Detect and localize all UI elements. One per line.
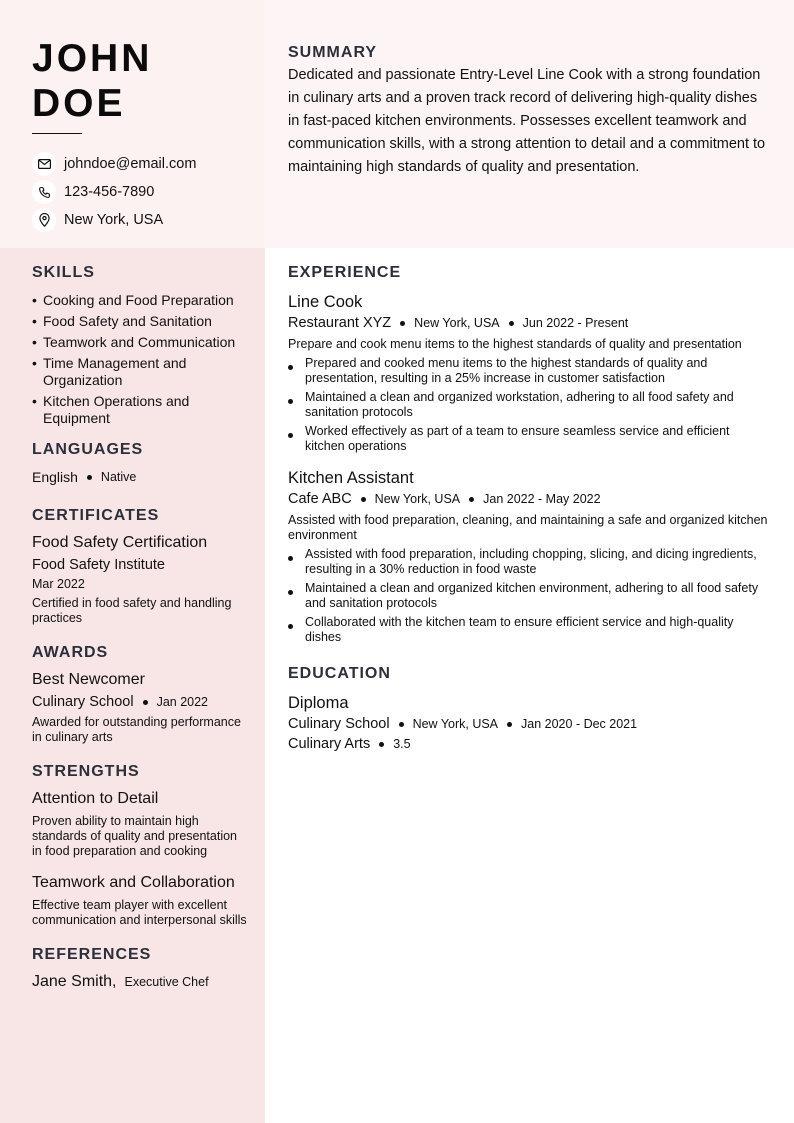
- job-location: New York, USA: [374, 492, 461, 506]
- job-meta: [288, 315, 768, 331]
- education-degree: Diploma: [288, 694, 349, 712]
- contact-phone[interactable]: [32, 178, 196, 206]
- job-bullets: [288, 356, 768, 454]
- language-item: [32, 469, 247, 485]
- name-divider: [32, 133, 82, 134]
- education-meta: [288, 716, 768, 732]
- certificate-desc: Certified in food safety and handling practices: [32, 596, 232, 625]
- education-heading: EDUCATION: [288, 665, 391, 682]
- strength-name: Attention to Detail: [32, 790, 159, 807]
- skill-item: • Kitchen Operations and Equipment: [32, 393, 190, 426]
- separator-dot: [507, 722, 512, 727]
- job-org: Restaurant XYZ: [288, 315, 392, 331]
- award-desc: Awarded for outstanding performance in culinary arts: [32, 715, 241, 744]
- skills-heading: SKILLS: [32, 264, 95, 281]
- languages-heading: LANGUAGES: [32, 441, 144, 458]
- skills-list: [32, 292, 247, 427]
- last-name: DOE: [32, 82, 126, 125]
- job-dates: Jun 2022 - Present: [522, 316, 629, 330]
- separator-dot: [399, 722, 404, 727]
- skill-item: • Teamwork and Communication: [32, 334, 236, 350]
- skill-item: • Time Management and Organization: [32, 355, 187, 388]
- certificate-issuer: Food Safety Institute: [32, 557, 165, 573]
- separator-dot: [361, 497, 366, 502]
- award-name: Best Newcomer: [32, 671, 145, 688]
- reference-item: [32, 972, 247, 992]
- job-title: Kitchen Assistant: [288, 469, 414, 487]
- certificates-section: [32, 507, 247, 626]
- strengths-heading: STRENGTHS: [32, 763, 140, 780]
- reference-name: Jane Smith,: [32, 973, 117, 990]
- contact-list: [32, 150, 196, 234]
- separator-dot: [509, 321, 514, 326]
- references-section: [32, 946, 247, 992]
- bullet-item: Prepared and cooked menu items to the highest standards of quality and presentation, resulting in a 25% increase in customer satisfaction: [288, 356, 768, 386]
- education-field-row: [288, 736, 768, 752]
- job-desc: Assisted with food preparation, cleaning, and maintaining a safe and organized kitchen environment: [288, 513, 768, 542]
- contact-email[interactable]: [32, 150, 196, 178]
- separator-dot: [143, 700, 148, 705]
- location-text: New York, USA: [64, 212, 164, 228]
- education-entry: [288, 693, 768, 752]
- education-location: New York, USA: [412, 717, 499, 731]
- education-school: Culinary School: [288, 716, 390, 732]
- separator-dot: [379, 742, 384, 747]
- education-dates: Jan 2020 - Dec 2021: [521, 717, 638, 731]
- sidebar-content: [32, 264, 247, 992]
- skill-item: • Food Safety and Sanitation: [32, 313, 212, 329]
- job-dates: Jan 2022 - May 2022: [483, 492, 601, 506]
- job-desc: Prepare and cook menu items to the highest standards of quality and presentation: [288, 337, 742, 351]
- job-location: New York, USA: [414, 316, 500, 330]
- award-meta: [32, 694, 247, 710]
- certificate-date: Mar 2022: [32, 577, 85, 591]
- phone-text: 123-456-7890: [64, 184, 155, 200]
- location-pin-icon: [32, 208, 56, 232]
- candidate-name: [32, 36, 152, 126]
- strength-desc: Effective team player with excellent communication and interpersonal skills: [32, 898, 247, 927]
- certificate-name: Food Safety Certification: [32, 534, 208, 551]
- bullet-item: Maintained a clean and organized workstation, adhering to all food safety and sanitation protocols: [288, 390, 768, 420]
- language-level: Native: [100, 470, 137, 484]
- bullet-item: Assisted with food preparation, including chopping, slicing, and dicing ingredients, resulting in a 30% reduction in food waste: [288, 547, 768, 577]
- summary-section: [288, 44, 770, 179]
- strength-desc: Proven ability to maintain high standards of quality and presentation in food preparation and cooking: [32, 814, 237, 858]
- job-bullets: [288, 547, 768, 645]
- bullet-item: Collaborated with the kitchen team to ensure efficient service and high-quality dishes: [288, 615, 768, 645]
- experience-heading: EXPERIENCE: [288, 264, 402, 281]
- job-meta: [288, 491, 768, 507]
- job-entry: [288, 292, 768, 454]
- strengths-section: [32, 763, 247, 928]
- education-section: [288, 665, 768, 752]
- mail-icon: [32, 152, 56, 176]
- job-title: Line Cook: [288, 293, 363, 311]
- certificates-heading: CERTIFICATES: [32, 507, 160, 524]
- skills-section: [32, 264, 247, 427]
- language-name: English: [32, 469, 78, 485]
- education-field: Culinary Arts: [288, 736, 371, 752]
- job-entry: [288, 468, 768, 645]
- first-name: JOHN: [32, 37, 153, 80]
- education-gpa: 3.5: [393, 737, 411, 751]
- job-org: Cafe ABC: [288, 491, 352, 507]
- bullet-item: Maintained a clean and organized kitchen environment, adhering to all food safety and sanitation protocols: [288, 581, 768, 611]
- main-content: [288, 264, 768, 752]
- separator-dot: [87, 475, 92, 480]
- summary-heading: SUMMARY: [288, 44, 378, 61]
- strength-name: Teamwork and Collaboration: [32, 874, 235, 891]
- references-heading: REFERENCES: [32, 946, 152, 963]
- award-date: Jan 2022: [156, 695, 208, 709]
- languages-section: [32, 441, 247, 485]
- awards-heading: AWARDS: [32, 644, 109, 661]
- summary-text: Dedicated and passionate Entry-Level Line Cook with a strong foundation in culinary arts and a proven track record of delivering high-quality dishes in fast-paced kitchen environments. Possesses excellent teamwork and communication skills, with a strong attention to detail and a commitment to maintaining high standards of quality and presentation.: [288, 67, 766, 175]
- awards-section: [32, 644, 247, 745]
- experience-section: [288, 264, 768, 645]
- separator-dot: [469, 497, 474, 502]
- contact-location: [32, 206, 196, 234]
- award-issuer: Culinary School: [32, 694, 134, 710]
- email-text: johndoe@email.com: [64, 156, 197, 172]
- phone-icon: [32, 180, 56, 204]
- separator-dot: [400, 321, 405, 326]
- reference-role: Executive Chef: [124, 975, 209, 989]
- skill-item: • Cooking and Food Preparation: [32, 292, 234, 308]
- bullet-item: Worked effectively as part of a team to ensure seamless service and efficient kitchen operations: [288, 424, 768, 454]
